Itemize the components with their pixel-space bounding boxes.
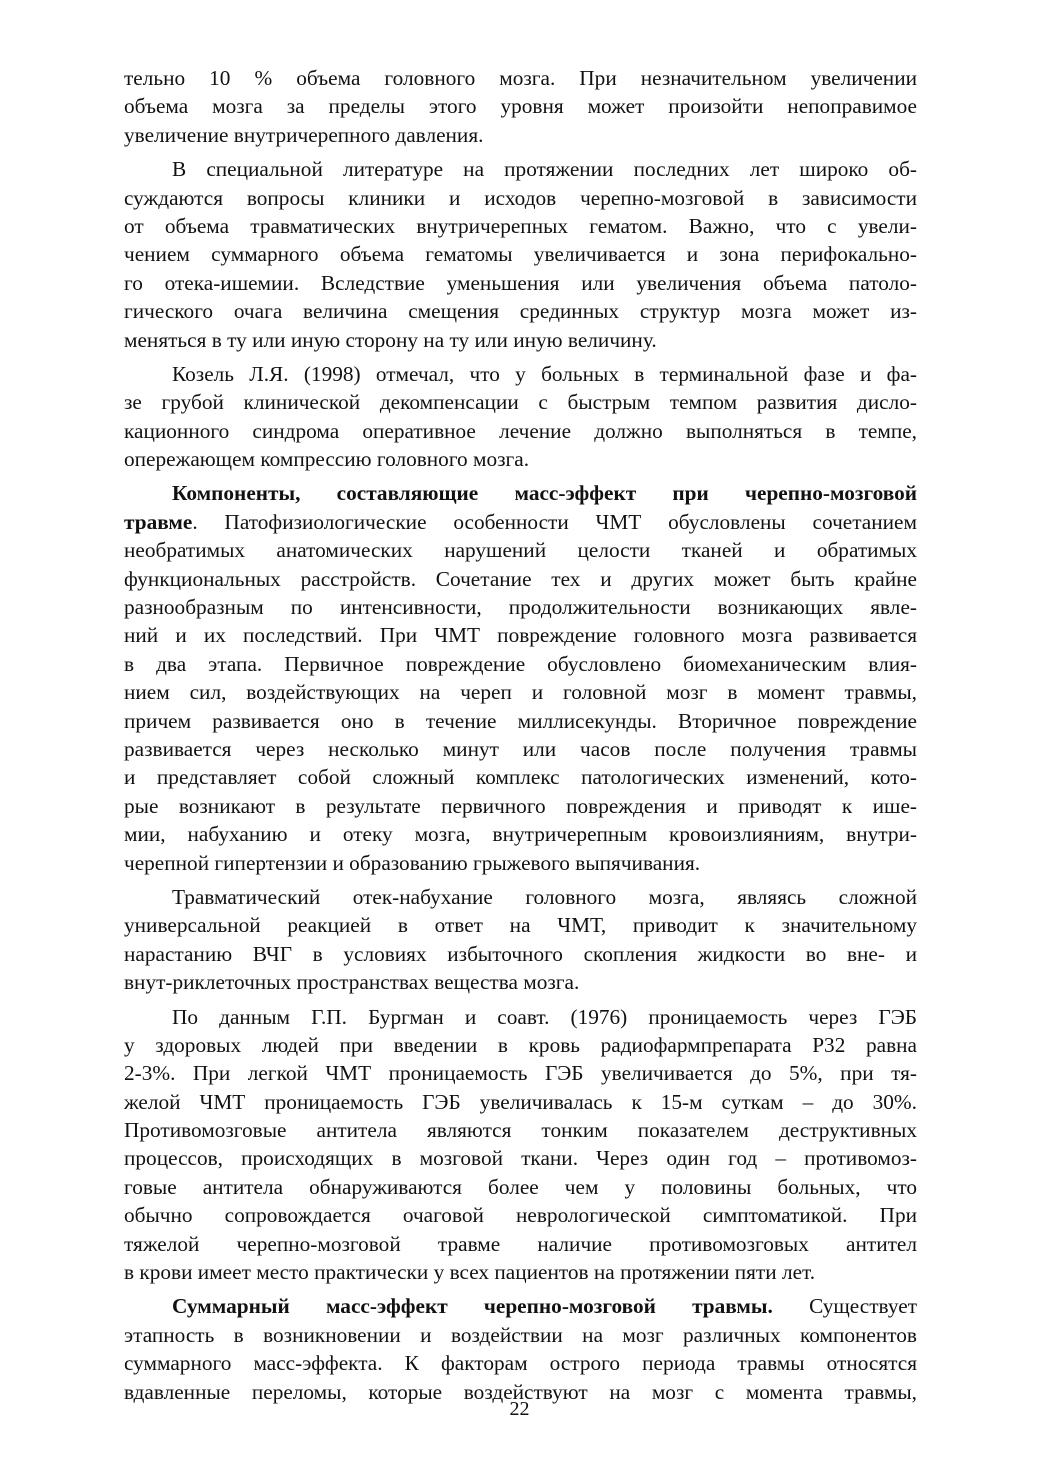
text-line: вдавленные переломы, которые воздействуют на мозг с момента травмы,: [124, 1379, 917, 1404]
text-line: гического очага величина смещения срединных структур мозга может из-: [124, 299, 917, 324]
paragraph-2: [124, 155, 917, 354]
text-line: желой ЧМТ проницаемость ГЭБ увеличивалась к 15-м суткам – до 30%.: [124, 1089, 917, 1114]
text-line: увеличение внутричерепного давления.: [124, 122, 484, 147]
text-fragment: . Патофизиологические особенности ЧМТ обусловлены сочетанием: [192, 509, 917, 534]
text-line: необратимых анатомических нарушений целости тканей и обратимых: [124, 538, 917, 563]
text-line: этапность в возникновении и воздействии на мозг различных компонентов: [124, 1322, 917, 1347]
text-line: функциональных расстройств. Сочетание тех и других может быть крайне: [124, 566, 917, 591]
text-line: 2-3%. При легкой ЧМТ проницаемость ГЭБ увеличивается до 5%, при тя-: [124, 1061, 917, 1086]
page-number: 22: [509, 1398, 530, 1420]
text-line: в крови имеет место практически у всех пациентов на протяжении пяти лет.: [124, 1260, 816, 1285]
section-heading: Суммарный масс-эффект черепно-мозговой травмы.: [172, 1294, 773, 1319]
text-line: тяжелой черепно-мозговой травме наличие противомозговых антител: [124, 1231, 917, 1256]
text-line: причем развивается оно в течение миллисекунды. Вторичное повреждение: [124, 708, 917, 733]
paragraph-7: [124, 1292, 917, 1406]
text-line: меняться в ту или иную сторону на ту или иную величину.: [124, 327, 657, 352]
text-line: В специальной литературе на протяжении последних лет широко об-: [172, 157, 917, 182]
text-line: Козель Л.Я. (1998) отмечал, что у больных в терминальной фазе и фа-: [172, 361, 917, 386]
paragraph-6: [124, 1003, 917, 1287]
text-line: обычно сопровождается очаговой неврологической симптоматикой. При: [124, 1203, 917, 1228]
page-body: [124, 64, 917, 1406]
text-line: ний и их последствий. При ЧМТ повреждение головного мозга развивается: [124, 623, 917, 648]
section-heading: Компоненты, составляющие масс-эффект при черепно-мозговой: [172, 481, 917, 506]
section-heading-end: травме: [124, 509, 193, 534]
text-line: развивается через несколько минут или часов после получения травмы: [124, 736, 917, 761]
text-line: внут-риклеточных пространствах вещества мозга.: [124, 970, 580, 995]
text-line: черепной гипертензии и образованию грыжевого выпячивания.: [124, 850, 701, 875]
text-line: и представляет собой сложный комплекс патологических изменений, кото-: [124, 765, 917, 790]
text-line: процессов, происходящих в мозговой ткани. Через один год – противомоз-: [124, 1146, 917, 1171]
text-line: от объема травматических внутричерепных гематом. Важно, что с увели-: [124, 213, 917, 238]
text-line: тельно 10 % объема головного мозга. При незначительном увеличении: [124, 66, 917, 90]
text-line: По данным Г.П. Бургман и соавт. (1976) проницаемость через ГЭБ: [172, 1004, 917, 1029]
text-line: [124, 1292, 917, 1320]
text-line: [124, 508, 917, 536]
text-line: кационного синдрома оперативное лечение должно выполняться в темпе,: [124, 418, 917, 443]
text-line: рые возникают в результате первичного повреждения и приводят к ише-: [124, 793, 917, 818]
text-line: го отека-ишемии. Вследствие уменьшения или увеличения объема патоло-: [124, 270, 917, 295]
text-line: чением суммарного объема гематомы увеличивается и зона перифокально-: [124, 242, 917, 267]
text-line: разнообразным по интенсивности, продолжительности возникающих явле-: [124, 595, 917, 620]
text-line: Противомозговые антитела являются тонким показателем деструктивных: [124, 1118, 917, 1143]
text-line: мии, набуханию и отеку мозга, внутричерепным кровоизлияниям, внутри-: [124, 822, 917, 847]
paragraph-4: [124, 479, 917, 876]
text-line: суммарного масс-эффекта. К факторам острого периода травмы относятся: [124, 1351, 917, 1376]
text-line: нием сил, воздействующих на череп и головной мозг в момент травмы,: [124, 680, 917, 705]
text-line: объема мозга за пределы этого уровня может произойти непоправимое: [124, 94, 917, 119]
paragraph-3: [124, 360, 917, 474]
text-line: у здоровых людей при введении в кровь радиофармпрепарата Р32 равна: [124, 1032, 917, 1057]
text-line: опережающем компрессию головного мозга.: [124, 447, 530, 472]
paragraph-5: [124, 883, 917, 997]
text-line: суждаются вопросы клиники и исходов черепно-мозговой в зависимости: [124, 185, 917, 210]
text-line: зе грубой клинической декомпенсации с быстрым темпом развития дисло-: [124, 390, 917, 415]
text-line: универсальной реакцией в ответ на ЧМТ, приводит к значительному: [124, 913, 917, 938]
paragraph-1: [124, 64, 917, 149]
text-line: в два этапа. Первичное повреждение обусловлено биомеханическим влия-: [124, 651, 917, 676]
text-line: Травматический отек-набухание головного мозга, являясь сложной: [172, 884, 917, 909]
text-fragment: Существует: [772, 1294, 918, 1319]
text-line: нарастанию ВЧГ в условиях избыточного скопления жидкости во вне- и: [124, 941, 917, 966]
text-line: говые антитела обнаруживаются более чем у половины больных, что: [124, 1174, 917, 1199]
